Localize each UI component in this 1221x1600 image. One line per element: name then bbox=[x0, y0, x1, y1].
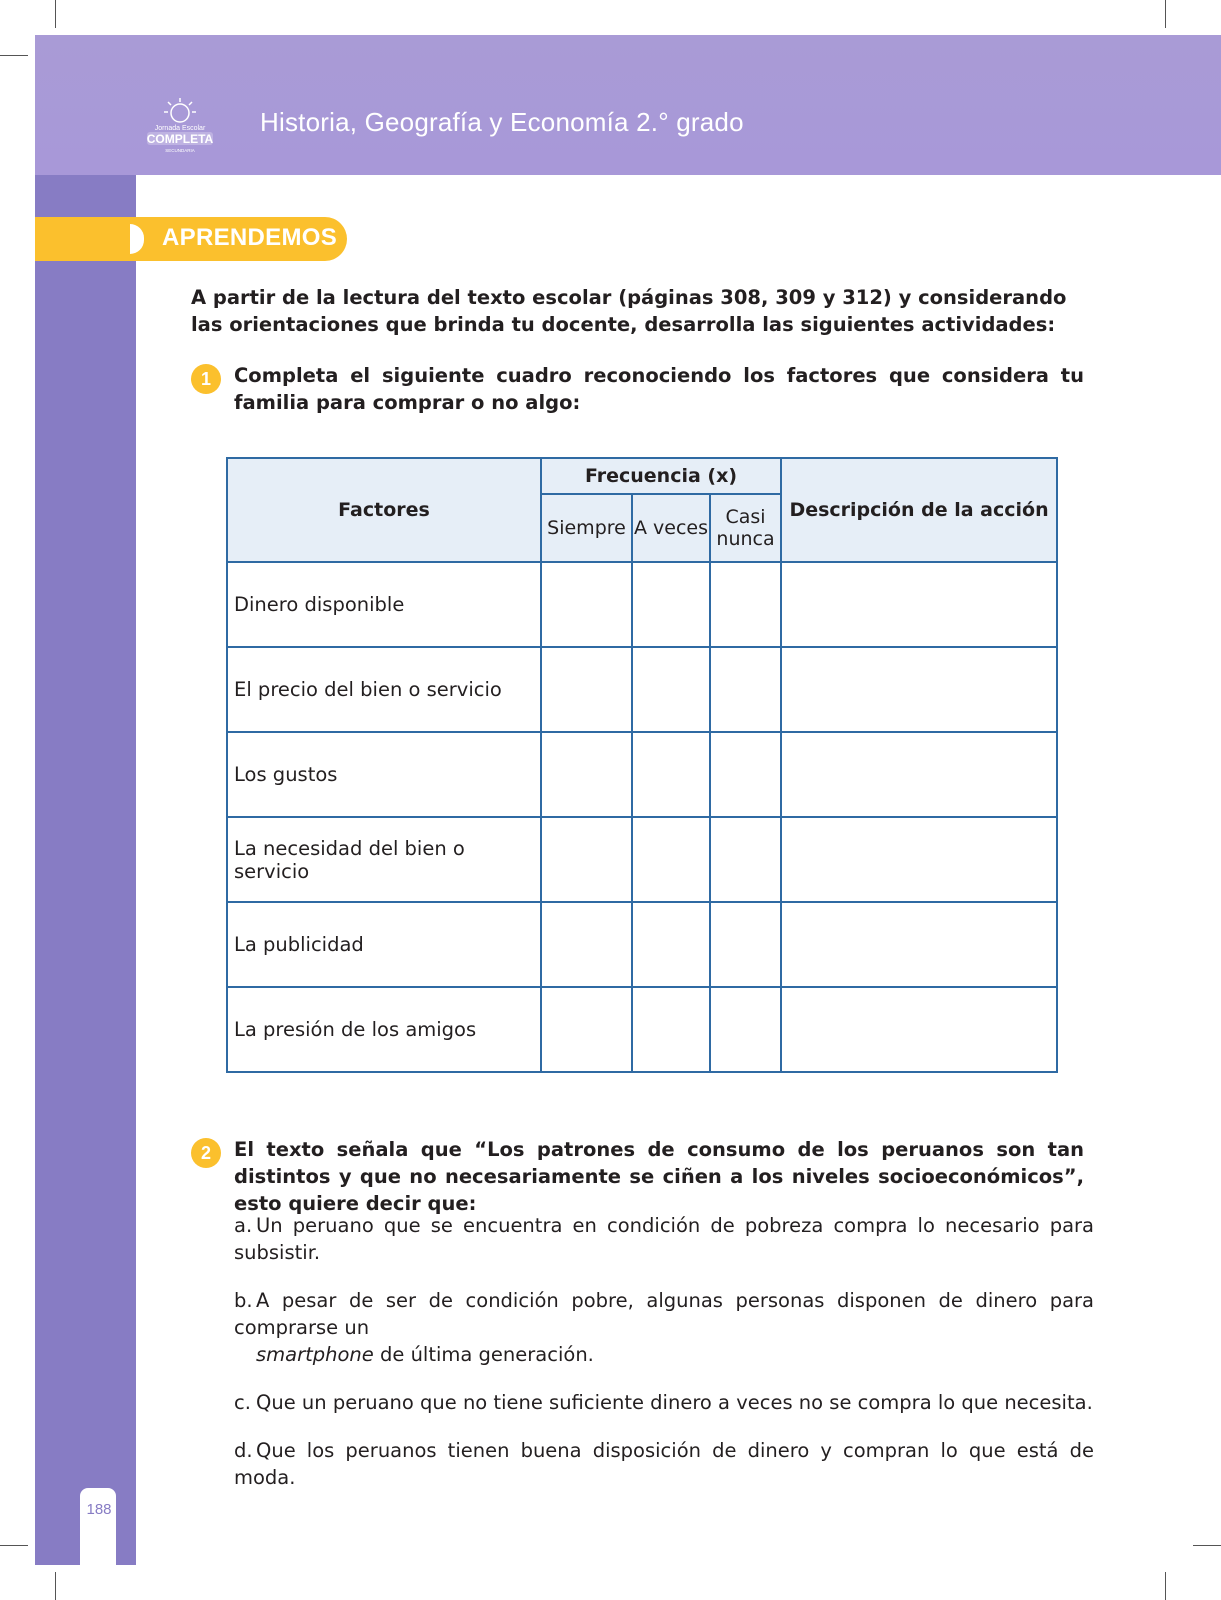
answer-option-b[interactable] bbox=[234, 1287, 1094, 1368]
casi-nunca-cell[interactable] bbox=[710, 987, 781, 1072]
description-cell[interactable] bbox=[781, 902, 1057, 987]
table-row bbox=[227, 647, 1057, 732]
answer-option-a[interactable] bbox=[234, 1212, 1094, 1266]
section-label: APRENDEMOS bbox=[162, 224, 338, 251]
answer-option-c[interactable] bbox=[234, 1389, 1094, 1416]
casi-nunca-cell[interactable] bbox=[710, 647, 781, 732]
factors-table bbox=[226, 457, 1058, 1073]
intro-instructions: A partir de la lectura del texto escolar (páginas 308, 309 y 312) y considerando las orientaciones que brinda tu docente, desarrolla las siguientes actividades: bbox=[191, 286, 1067, 336]
option-letter: c. bbox=[234, 1391, 251, 1414]
crop-mark bbox=[1165, 0, 1166, 28]
crop-mark bbox=[0, 1545, 28, 1546]
header-nunca: nunca bbox=[716, 528, 775, 550]
siempre-cell[interactable] bbox=[541, 817, 632, 902]
siempre-cell[interactable] bbox=[541, 562, 632, 647]
table-row bbox=[227, 562, 1057, 647]
answer-options bbox=[234, 1212, 1094, 1512]
description-cell[interactable] bbox=[781, 987, 1057, 1072]
header-siempre: Siempre bbox=[541, 494, 632, 562]
factor-label: La presión de los amigos bbox=[227, 987, 541, 1072]
a-veces-cell[interactable] bbox=[632, 902, 710, 987]
table-row bbox=[227, 732, 1057, 817]
crop-mark bbox=[1193, 1545, 1221, 1546]
header-casi-nunca bbox=[710, 494, 781, 562]
crop-mark bbox=[55, 1572, 56, 1600]
page-header-title: Historia, Geografía y Economía 2.° grado bbox=[260, 107, 744, 137]
header-a-veces: A veces bbox=[632, 494, 710, 562]
table-row bbox=[227, 817, 1057, 902]
question-2-text: El texto señala que “Los patrones de consumo de los peruanos son tan distintos y que no necesariamente se ciñen a los niveles socioeconómicos”, esto quiere decir que: bbox=[234, 1138, 1084, 1215]
casi-nunca-cell[interactable] bbox=[710, 732, 781, 817]
header-descripcion: Descripción de la acción bbox=[781, 458, 1057, 562]
page-number-tab bbox=[80, 1488, 116, 1568]
question-number-badge: 2 bbox=[191, 1138, 221, 1168]
siempre-cell[interactable] bbox=[541, 647, 632, 732]
casi-nunca-cell[interactable] bbox=[710, 562, 781, 647]
table-row bbox=[227, 987, 1057, 1072]
description-cell[interactable] bbox=[781, 732, 1057, 817]
casi-nunca-cell[interactable] bbox=[710, 902, 781, 987]
a-veces-cell[interactable] bbox=[632, 732, 710, 817]
option-text-cont: de última generación. bbox=[380, 1343, 594, 1366]
option-letter: a. bbox=[234, 1214, 253, 1237]
side-band bbox=[35, 175, 136, 1565]
factor-label: La necesidad del bien o servicio bbox=[227, 817, 541, 902]
option-text: Que los peruanos tienen buena disposición de dinero y compran lo que está de moda. bbox=[234, 1439, 1094, 1489]
a-veces-cell[interactable] bbox=[632, 817, 710, 902]
crop-mark bbox=[1165, 1572, 1166, 1600]
description-cell[interactable] bbox=[781, 817, 1057, 902]
svg-text:SECUNDARIA: SECUNDARIA bbox=[165, 148, 195, 153]
factor-label: Los gustos bbox=[227, 732, 541, 817]
option-text: Un peruano que se encuentra en condición de pobreza compra lo necesario para subsistir. bbox=[234, 1214, 1094, 1264]
jornada-escolar-logo bbox=[140, 96, 220, 156]
header-frecuencia: Frecuencia (x) bbox=[541, 458, 781, 494]
option-letter: b. bbox=[234, 1289, 253, 1312]
factor-label: Dinero disponible bbox=[227, 562, 541, 647]
svg-text:Jornada Escolar: Jornada Escolar bbox=[154, 125, 206, 132]
option-text: A pesar de ser de condición pobre, algunas personas disponen de dinero para comprarse un bbox=[234, 1289, 1094, 1339]
factor-label: El precio del bien o servicio bbox=[227, 647, 541, 732]
table-row bbox=[227, 902, 1057, 987]
page-number: 188 bbox=[86, 1501, 112, 1518]
crop-mark bbox=[55, 0, 56, 28]
a-veces-cell[interactable] bbox=[632, 987, 710, 1072]
siempre-cell[interactable] bbox=[541, 732, 632, 817]
a-veces-cell[interactable] bbox=[632, 647, 710, 732]
option-letter: d. bbox=[234, 1439, 253, 1462]
crop-mark bbox=[0, 55, 28, 56]
casi-nunca-cell[interactable] bbox=[710, 817, 781, 902]
siempre-cell[interactable] bbox=[541, 902, 632, 987]
header-factores: Factores bbox=[227, 458, 541, 562]
header-casi: Casi bbox=[725, 506, 766, 528]
factor-label: La publicidad bbox=[227, 902, 541, 987]
answer-option-d[interactable] bbox=[234, 1437, 1094, 1491]
svg-text:COMPLETA: COMPLETA bbox=[146, 132, 214, 146]
a-veces-cell[interactable] bbox=[632, 562, 710, 647]
option-text: Que un peruano que no tiene suficiente dinero a veces no se compra lo que necesita. bbox=[256, 1391, 1093, 1414]
question-number-badge: 1 bbox=[191, 364, 221, 394]
description-cell[interactable] bbox=[781, 647, 1057, 732]
siempre-cell[interactable] bbox=[541, 987, 632, 1072]
question-1-text: Completa el siguiente cuadro reconociendo los factores que considera tu familia para comprar o no algo: bbox=[234, 364, 1084, 414]
option-italic-term: smartphone bbox=[256, 1343, 374, 1366]
description-cell[interactable] bbox=[781, 562, 1057, 647]
